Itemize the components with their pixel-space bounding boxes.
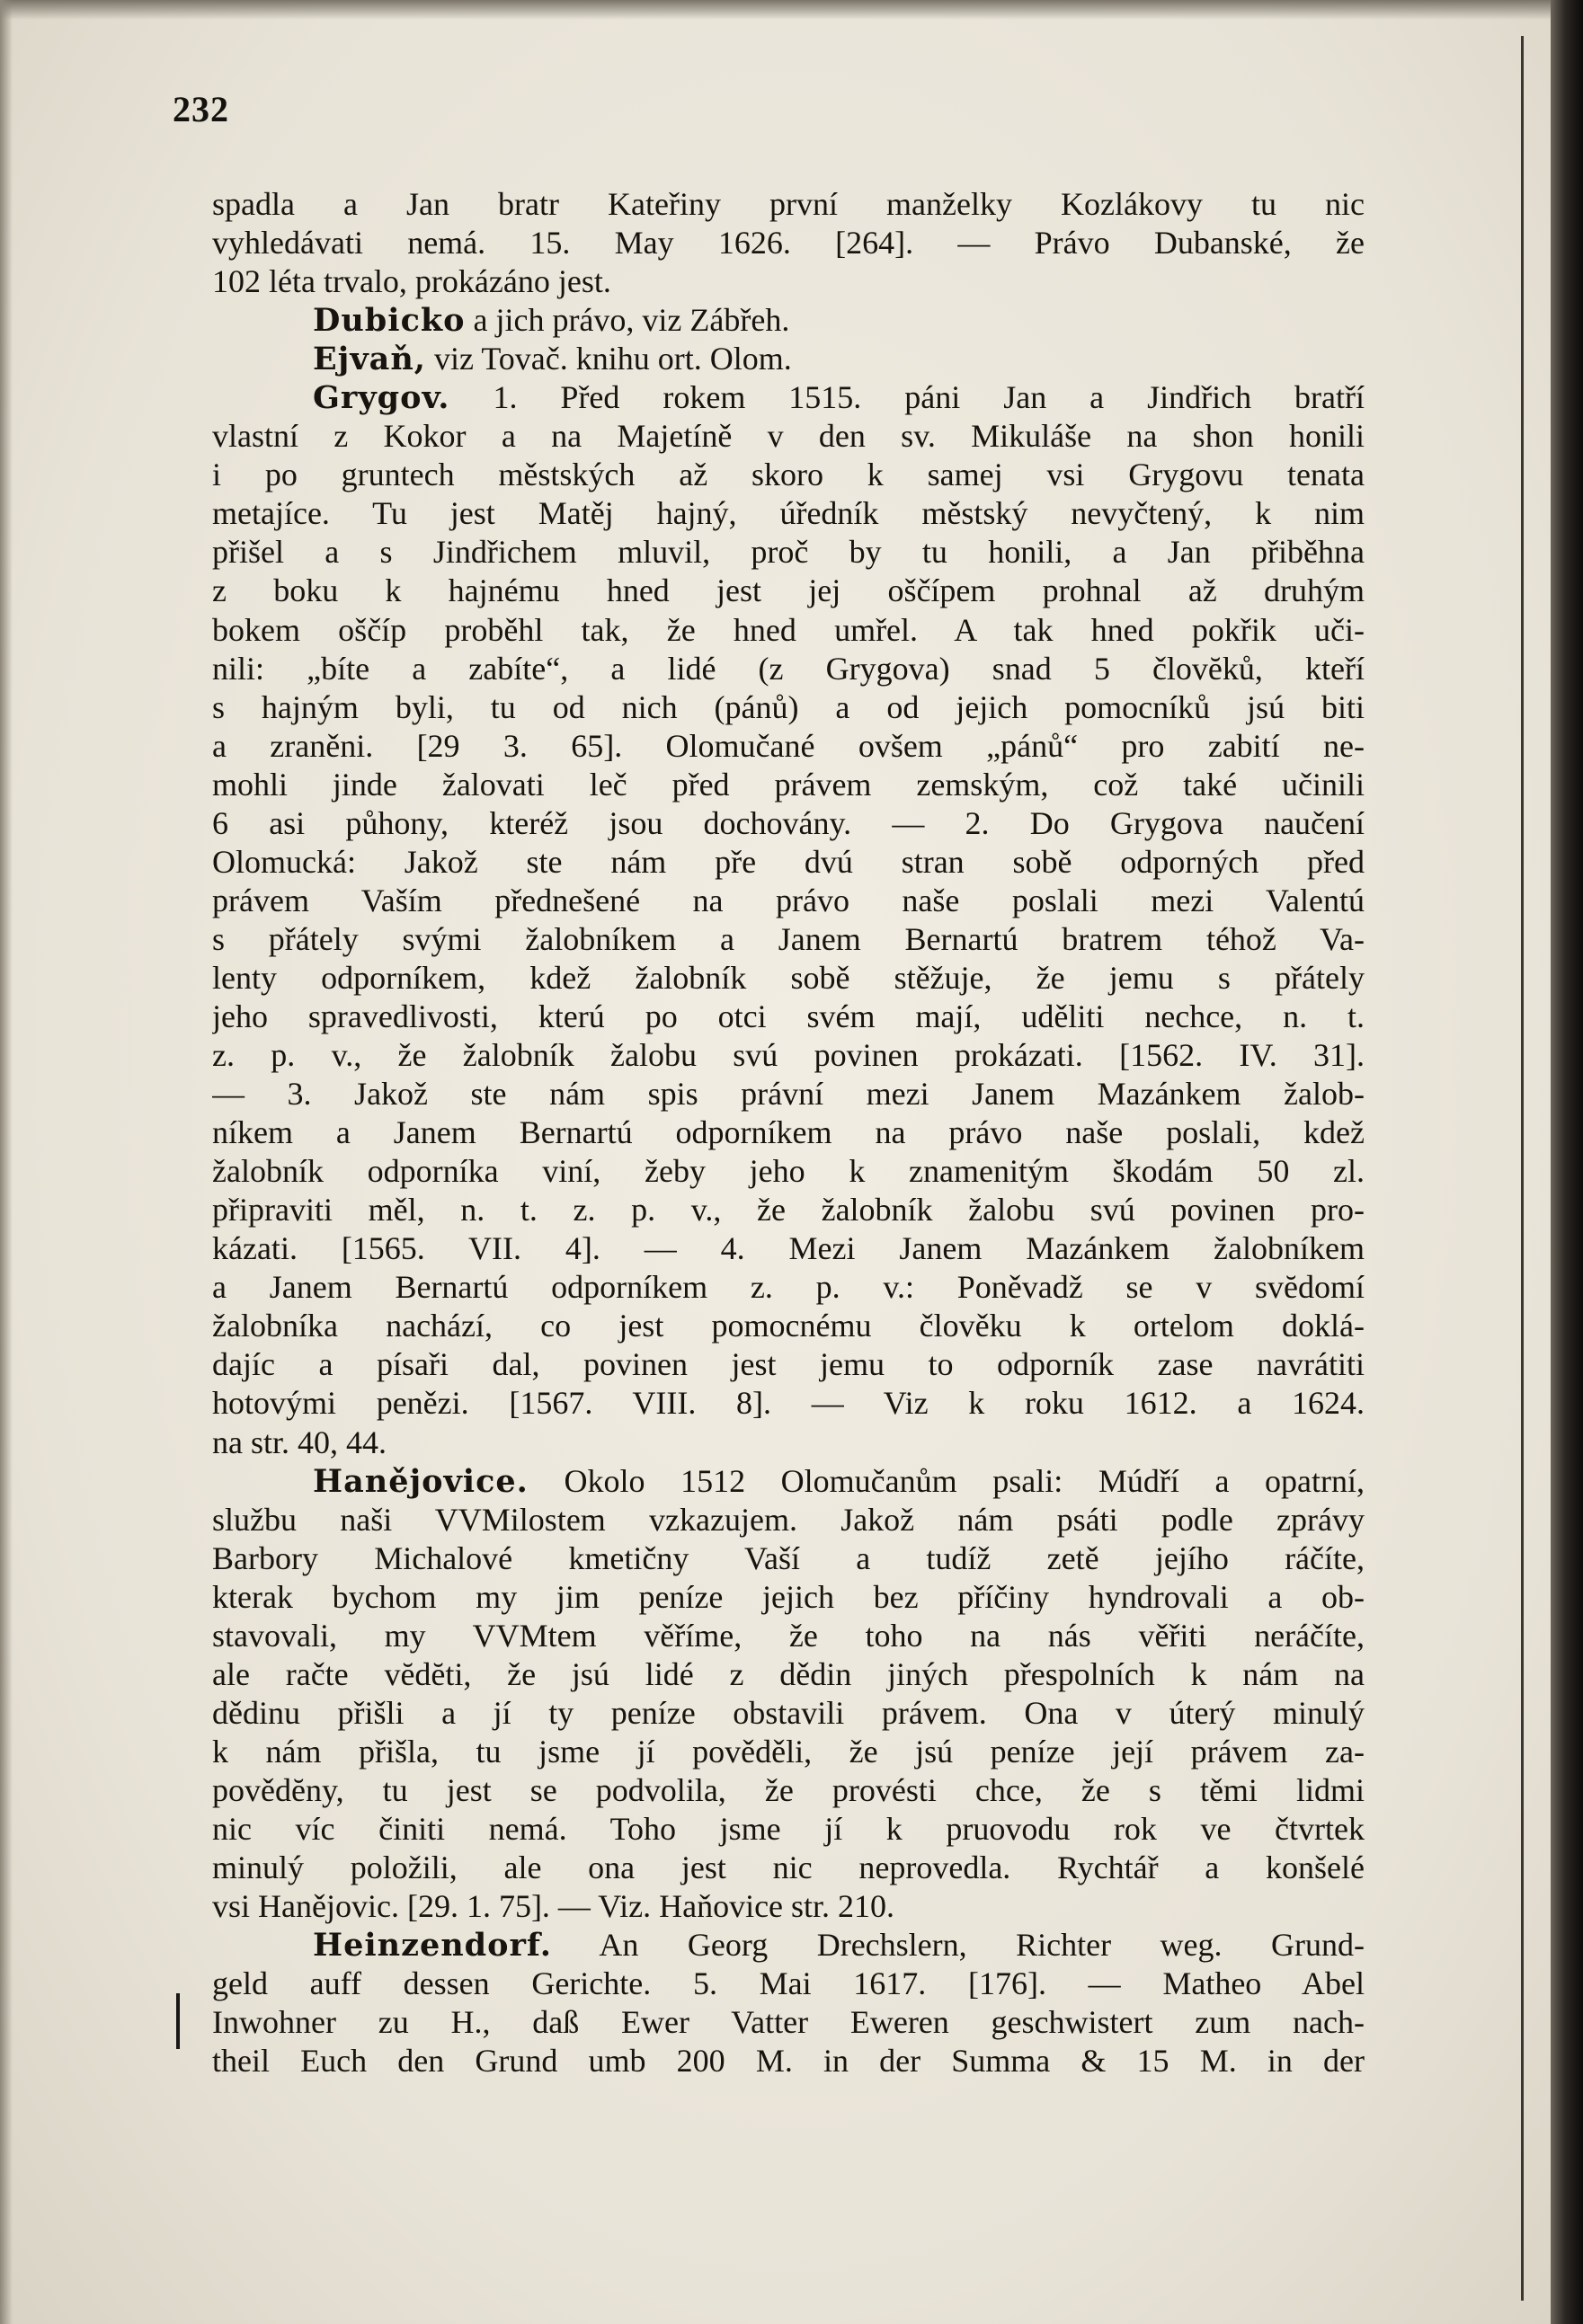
text-line: vyhledávati nemá. 15. May 1626. [264]. — Právo Dubanské, že — [212, 225, 1365, 262]
text-line: metajíce. Tu jest Matěj hajný, úředník městský nevyčtený, k nim — [212, 495, 1365, 532]
text-line: nili: „bíte a zabíte“, a lidé (z Grygova) snad 5 človĕků, kteří — [212, 650, 1365, 687]
text-line: a Janem Bernartú odporníkem z. p. v.: Poněvadž se v svĕdomí — [212, 1269, 1365, 1306]
text-line: dědinu přišli a jí ty peníze obstavili právem. Ona v úterý minulý — [212, 1694, 1365, 1731]
text-line: na str. 40, 44. — [212, 1424, 387, 1460]
text-line: bokem oščíp proběhl tak, že hned umřel. A tak hned pokřik uči- — [212, 611, 1365, 648]
entry-dubicko — [212, 301, 1365, 340]
text-line: minulý položili, ale ona jest nic neprovedla. Rychtář a konšelé — [212, 1849, 1365, 1886]
text-line: jeho spravedlivosti, kterú po otci svém mají, uděliti nechce, n. t. — [212, 998, 1365, 1034]
entry-text: Okolo 1512 Olomučanům psali: Múdří a opatrní, — [528, 1462, 1365, 1499]
text-line: k nám přišla, tu jsme jí pověděli, že jsú peníze její právem za- — [212, 1733, 1365, 1770]
page-top-shadow — [0, 0, 1583, 20]
text-line: žalobníka nachází, co jest pomocnému člověku k ortelom doklá- — [212, 1308, 1365, 1344]
text-line: theil Euch den Grund umb 200 M. in der Summa & 15 M. in der — [212, 2043, 1365, 2080]
text-line: stavovali, my VVMtem věříme, že toho na nás věřiti neráčíte, — [212, 1617, 1365, 1654]
text-line: vsi Hanějovic. [29. 1. 75]. — Viz. Haňovice str. 210. — [212, 1888, 895, 1925]
text-line: i po gruntech městských až skoro k samej vsi Grygovu tenata — [212, 457, 1365, 493]
text-line: mohli jinde žalovati leč před právem zemským, což také učinili — [212, 766, 1365, 803]
binding-gutter-line — [1521, 36, 1524, 2301]
text-line: službu naši VVMilostem vzkazujem. Jakož nám psáti podle zprávy — [212, 1501, 1365, 1538]
entry-ejvan — [212, 340, 1365, 378]
text-line: vlastní z Kokor a na Majetíně v den sv. Mikuláše na shon honili — [212, 418, 1365, 455]
text-line: s přátely svými žalobníkem a Janem Bernartú bratrem téhož Va- — [212, 920, 1365, 957]
text-line: níkem a Janem Bernartú odporníkem na právo naše poslali, kdež — [212, 1114, 1365, 1151]
entry-text: 1. Před rokem 1515. páni Jan a Jindřich bratří — [449, 379, 1365, 416]
text-line: povědĕny, tu jest se podvolila, že provésti chce, že s těmi lidmi — [212, 1771, 1365, 1808]
text-line: Inwohner zu H., daß Ewer Vatter Eweren geschwistert zum nach- — [212, 2004, 1365, 2041]
entry-heinzendorf — [212, 1926, 1365, 1965]
text-line: připraviti měl, n. t. z. p. v., že žalobník žalobu svú povinen pro- — [212, 1192, 1365, 1229]
page-number: 232 — [173, 89, 229, 129]
entry-text: An Georg Drechslern, Richter weg. Grund- — [551, 1927, 1365, 1964]
text-line: spadla a Jan bratr Kateřiny první manželky Kozlákovy tu nic — [212, 186, 1365, 222]
text-line: lenty odporníkem, kdež žalobník sobě stěžuje, že jemu s přátely — [212, 959, 1365, 996]
text-line: 102 léta trvalo, prokázáno jest. — [212, 263, 611, 300]
headword-dubicko: Dubicko — [313, 302, 466, 340]
text-line: z. p. v., že žalobník žalobu svú povinen prokázati. [1562. IV. 31]. — [212, 1037, 1365, 1074]
text-line: kterak bychom my jim peníze jejich bez příčiny hyndrovali a ob- — [212, 1578, 1365, 1615]
text-line: Olomucká: Jakož ste nám pře dvú stran sobě odporných před — [212, 843, 1365, 880]
text-line: nic víc činiti nemá. Toho jsme jí k pruovodu rok ve čtvrtek — [212, 1810, 1365, 1847]
headword-heinzendorf: Heinzendorf. — [313, 1927, 552, 1965]
text-line: žalobník odporníka viní, žeby jeho k znamenitým škodám 50 zl. — [212, 1153, 1365, 1190]
margin-pencil-mark — [176, 1993, 180, 2049]
text-line: z boku k hajnému hned jest jej oščípem prohnal až druhým — [212, 572, 1365, 609]
page-right-edge-shadow — [1551, 0, 1583, 2324]
body-text — [212, 185, 1365, 2080]
headword-ejvan: Ejvaň, — [313, 341, 426, 378]
page-left-shadow — [0, 0, 13, 2324]
text-line: přišel a s Jindřichem mluvil, proč by tu honili, a Jan přiběhna — [212, 534, 1365, 571]
text-line: Barbory Michalové kmetičny Vaší a tudíž zetě jejího ráčíte, — [212, 1539, 1365, 1576]
entry-grygov — [212, 378, 1365, 417]
entry-text: a jich právo, viz Zábřeh. — [465, 302, 790, 339]
headword-grygov: Grygov. — [313, 379, 450, 417]
text-line: ale račte vĕdĕti, že jsú lidé z dědin jiných přespolních k nám na — [212, 1655, 1365, 1692]
headword-hanejovice: Hanějovice. — [313, 1462, 529, 1500]
text-line: — 3. Jakož ste nám spis právní mezi Janem Mazánkem žalob- — [212, 1076, 1365, 1113]
text-line: s hajným byli, tu od nich (pánů) a od jejich pomocníků jsú biti — [212, 688, 1365, 725]
text-line: kázati. [1565. VII. 4]. — 4. Mezi Janem Mazánkem žalobníkem — [212, 1230, 1365, 1267]
entry-text: viz Tovač. knihu ort. Olom. — [426, 341, 792, 377]
text-line: 6 asi půhony, kteréž jsou dochovány. — 2. Do Grygova naučení — [212, 804, 1365, 841]
text-line: hotovými penězi. [1567. VIII. 8]. — Viz k roku 1612. a 1624. — [212, 1385, 1365, 1422]
text-line: dajíc a písaři dal, povinen jest jemu to odporník zase navrátiti — [212, 1346, 1365, 1383]
text-line: právem Vaším přednešené na právo naše poslali mezi Valentú — [212, 882, 1365, 918]
entry-hanejovice — [212, 1462, 1365, 1501]
text-line: geld auff dessen Gerichte. 5. Mai 1617. [176]. — Matheo Abel — [212, 1965, 1365, 2002]
text-line: a zraněni. [29 3. 65]. Olomučané ovšem „pánů“ pro zabití ne- — [212, 727, 1365, 764]
